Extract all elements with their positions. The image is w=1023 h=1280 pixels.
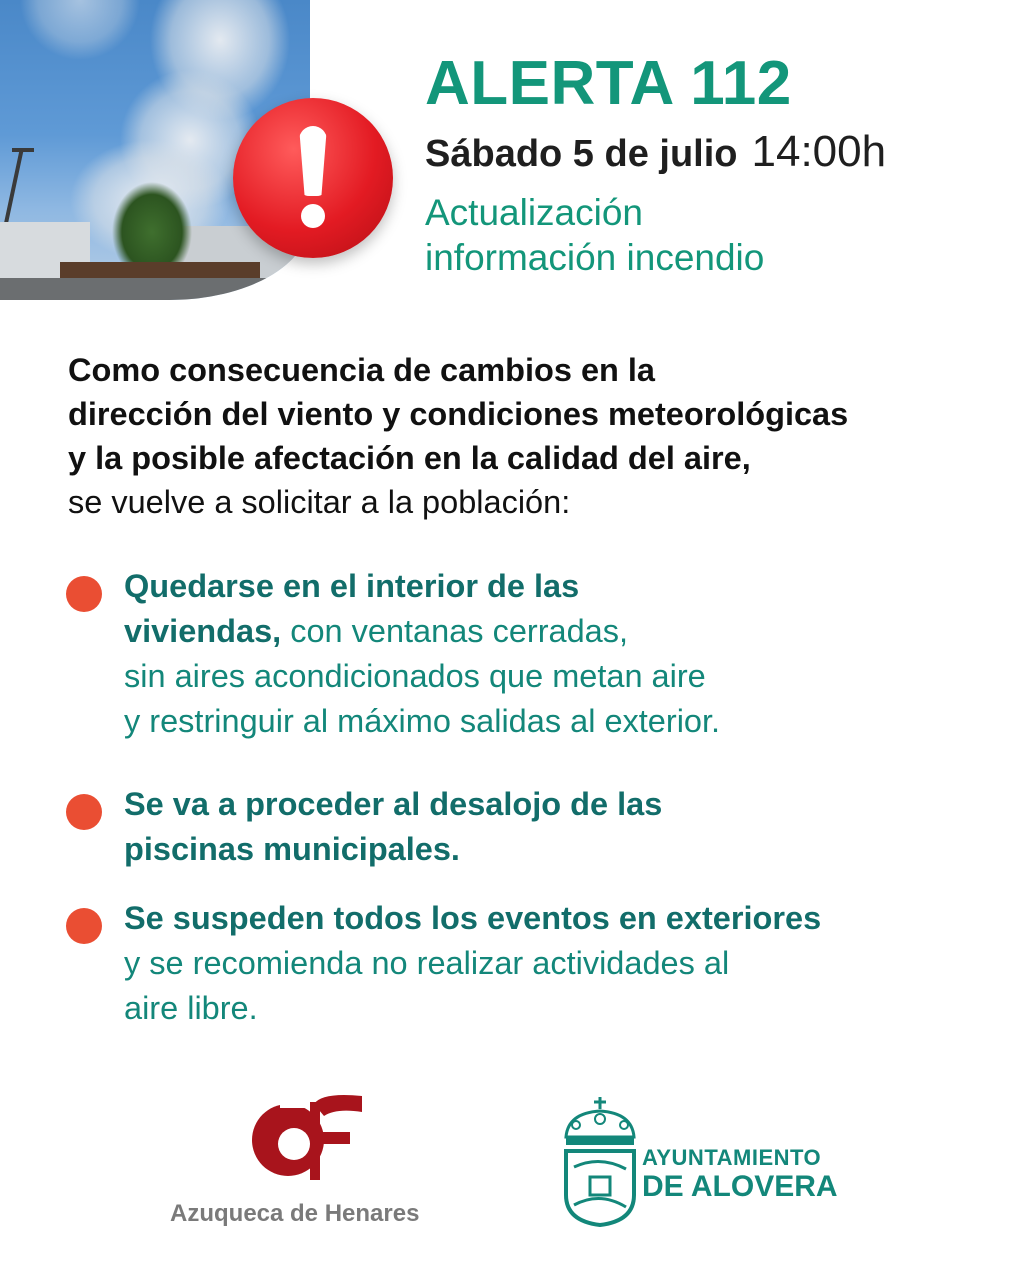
intro-line: dirección del viento y condiciones meteorológicas — [68, 396, 849, 432]
bullet-regular: con ventanas cerradas, — [281, 613, 629, 649]
intro-line: y la posible afectación en la calidad del aire, — [68, 440, 751, 476]
bullet-line: Se va a proceder al desalojo de las — [124, 786, 663, 822]
bullet-line: y se recomienda no realizar actividades al — [124, 945, 730, 981]
alert-subtitle — [425, 190, 985, 280]
alert-date: Sábado 5 de julio — [425, 133, 738, 175]
bullet-text — [124, 564, 994, 744]
bullet-dot — [66, 576, 102, 612]
bullet-dot — [66, 794, 102, 830]
bullet-line: aire libre. — [124, 990, 258, 1026]
ground — [0, 278, 310, 300]
bullet-bold: viviendas, — [124, 613, 282, 649]
alovera-line: AYUNTAMIENTO — [642, 1145, 822, 1170]
alert-time: 14:00h — [751, 127, 887, 176]
date-line — [425, 127, 886, 177]
bullet-line: sin aires acondicionados que metan aire — [124, 658, 706, 694]
street-lamp — [12, 148, 34, 152]
intro-line: Como consecuencia de cambios en la — [68, 352, 655, 388]
bullet-line: Quedarse en el interior de las — [124, 568, 580, 604]
alovera-name — [642, 1147, 838, 1202]
bullet-line: y restringuir al máximo salidas al exterior. — [124, 703, 721, 739]
bullet-line: piscinas municipales. — [124, 831, 460, 867]
subtitle-line: información incendio — [425, 237, 765, 278]
azuqueca-logo — [170, 1090, 470, 1230]
alovera-line: DE ALOVERA — [642, 1170, 838, 1203]
bullet-text — [124, 782, 994, 872]
smoke-plume — [20, 0, 140, 60]
alovera-crest-icon — [560, 1095, 640, 1230]
bullet-dot — [66, 908, 102, 944]
truck — [60, 262, 260, 278]
alovera-logo — [560, 1095, 860, 1235]
alert-badge — [233, 98, 393, 258]
azuqueca-name: Azuqueca de Henares — [170, 1200, 420, 1227]
intro-line: se vuelve a solicitar a la población: — [68, 484, 571, 520]
subtitle-line: Actualización — [425, 192, 644, 233]
intro-paragraph — [68, 348, 998, 524]
exclamation-dot — [301, 204, 325, 228]
alert-title: ALERTA 112 — [425, 49, 792, 118]
exclamation-bar — [299, 126, 327, 196]
bullet-line — [124, 609, 994, 654]
bullet-text — [124, 896, 994, 1031]
azuqueca-mark-icon — [250, 1090, 370, 1190]
bullet-line: Se suspeden todos los eventos en exteriores — [124, 900, 822, 936]
